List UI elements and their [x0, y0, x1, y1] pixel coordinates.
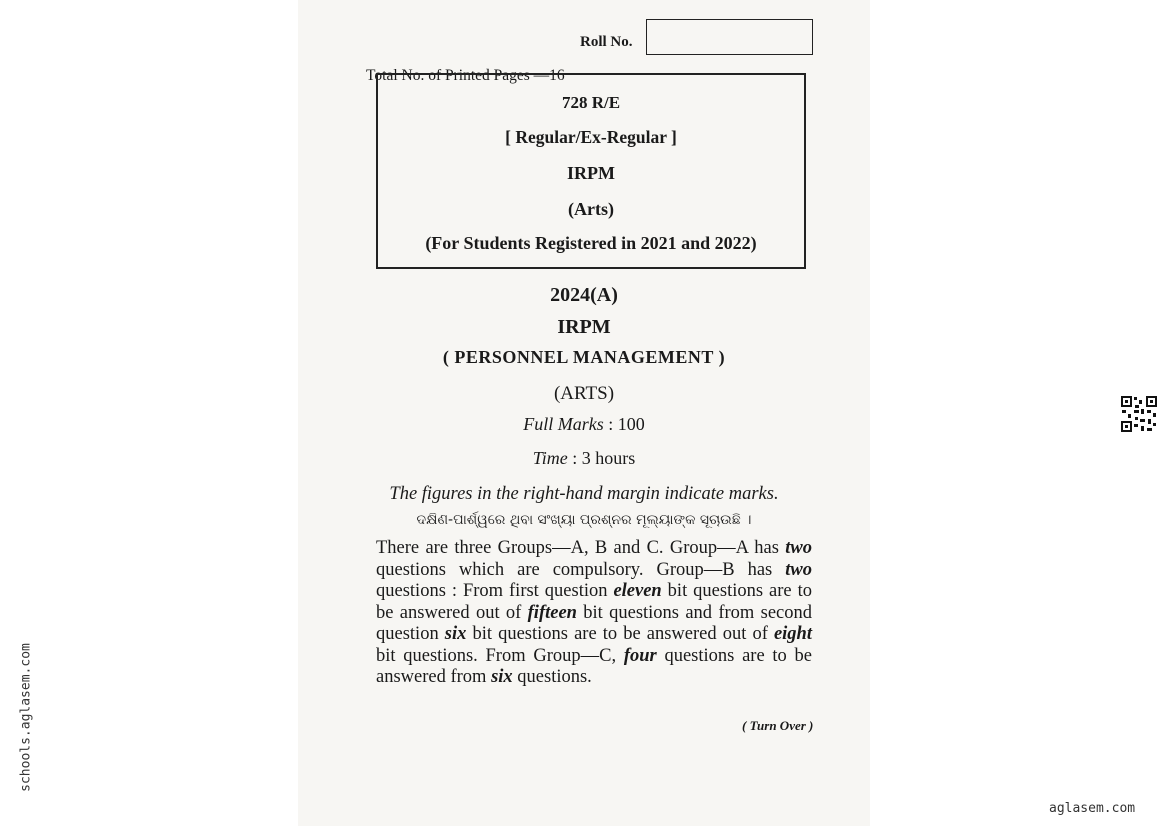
roll-no-box: [646, 19, 813, 55]
instr-emph: four: [623, 645, 657, 666]
exam-type: [ Regular/Ex-Regular ]: [505, 127, 677, 147]
time-allowed: [298, 448, 870, 469]
instr-text: bit questions and from second question: [376, 602, 812, 644]
marks-note-odia: ଦକ୍ଷିଣ-ପାର୍ଶ୍ୱରେ ଥିବା ସଂଖ୍ୟା ପ୍ରଶ୍ନର ମୂଲ୍ୟାଙ୍କ ସୂଚାଉଛି ।: [416, 512, 752, 528]
instr-text: bit questions are to be answered out of: [376, 581, 812, 623]
registered-students: (For Students Registered in 2021 and 2022): [425, 233, 757, 253]
full-marks-value: : 100: [608, 414, 645, 434]
side-watermark: schools.aglasem.com: [18, 643, 34, 792]
instr-emph: two: [785, 538, 812, 558]
instr-text: questions.: [512, 667, 592, 687]
turn-over: ( Turn Over ): [742, 718, 814, 733]
subject-title: IRPM: [557, 316, 611, 338]
time-label: Time: [532, 448, 568, 468]
instr-text: bit questions. From Group—C,: [376, 645, 624, 666]
paper-code: 728 R/E: [561, 93, 621, 112]
instr-emph: fifteen: [527, 602, 577, 623]
box-stream: (Arts): [568, 199, 614, 219]
instr-text: questions : From first question: [376, 581, 614, 601]
exam-year: 2024(A): [550, 284, 618, 306]
instr-text: questions which are compulsory. Group—B has: [376, 559, 786, 580]
instr-text: There are three Groups—A, B and C. Group—A has: [376, 538, 786, 558]
instr-emph: two: [785, 559, 812, 580]
full-marks-label: Full Marks: [523, 414, 604, 434]
box-subject: IRPM: [567, 163, 615, 183]
instr-emph: eight: [773, 624, 812, 644]
paper-code-box: [376, 73, 806, 269]
instr-text: questions are to be answered from: [376, 645, 813, 687]
paper-title: ( PERSONNEL MANAGEMENT ): [442, 347, 726, 367]
stream-title: (ARTS): [553, 383, 615, 404]
instr-emph: eleven: [613, 581, 662, 601]
total-printed-pages: Total No. of Printed Pages —16: [366, 67, 565, 84]
roll-no-label: Roll No.: [580, 34, 633, 50]
qr-code-icon: [1120, 395, 1158, 433]
instr-text: bit questions are to be answered out of: [466, 624, 774, 644]
marks-note: The figures in the right-hand margin indicate marks.: [389, 484, 779, 504]
footer-watermark: aglasem.com: [1049, 801, 1136, 816]
instr-emph: six: [491, 667, 513, 687]
time-value: : 3 hours: [572, 448, 636, 468]
full-marks: [298, 414, 870, 435]
instr-emph: six: [444, 624, 467, 644]
instructions-paragraph: [376, 538, 812, 689]
